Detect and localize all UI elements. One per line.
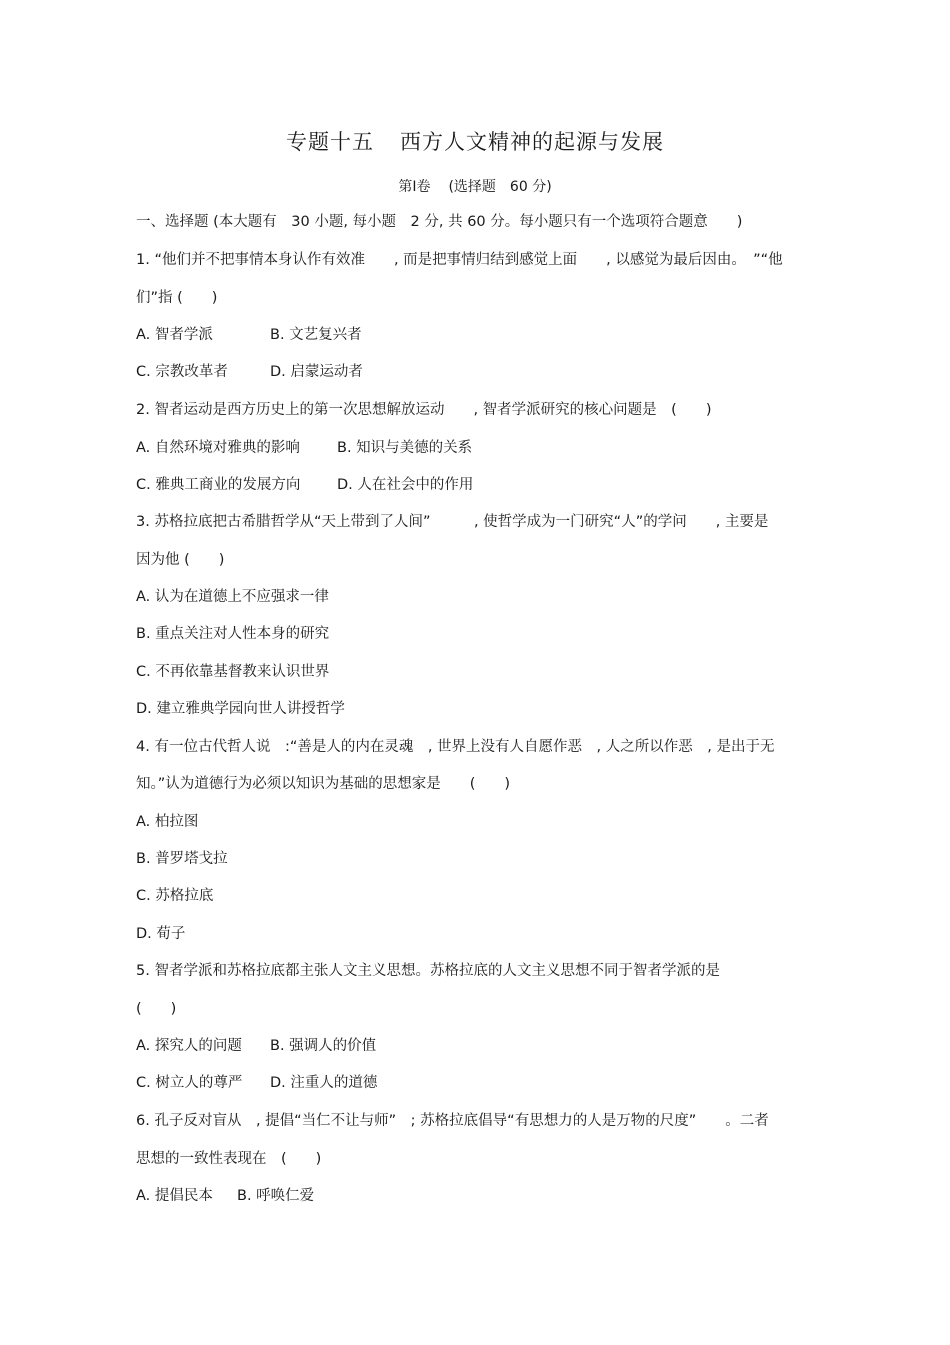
question-4-stem-line-2: 知。”认为道德行为必须以知识为基础的思想家是 ( )	[136, 776, 511, 792]
title-topic-number: 专题十五	[286, 130, 374, 154]
question-2-option-a: A. 自然环境对雅典的影响	[136, 440, 300, 456]
question-6-options-row-1	[136, 1187, 315, 1205]
question-6-option-a: A. 提倡民本	[136, 1188, 213, 1204]
question-3-stem-line-2: 因为他 ( )	[136, 552, 225, 568]
question-5-options-row-2	[136, 1074, 378, 1092]
question-5-stem-line-1: 5. 智者学派和苏格拉底都主张人文主义思想。苏格拉底的人文主义思想不同于智者学派的是	[136, 963, 720, 979]
section-instruction: 一、选择题 (本大题有 30 小题, 每小题 2 分, 共 60 分。每小题只有一个选项符合题意 )	[136, 214, 743, 230]
question-6-stem-line-1: 6. 孔子反对盲从 , 提倡“当仁不让与师” ; 苏格拉底倡导“有思想力的人是万物的尺度” 。二者	[136, 1113, 769, 1129]
question-5-option-a: A. 探究人的问题	[136, 1038, 242, 1054]
question-2-options-row-2	[136, 476, 474, 494]
question-5-option-b: B. 强调人的价值	[270, 1038, 377, 1054]
volume-note: (选择题 60 分)	[448, 179, 552, 195]
question-1-stem-line-1: 1. “他们并不把事情本身认作有效准 , 而是把事情归结到感觉上面 , 以感觉为最后因由。 ”“他	[136, 252, 783, 268]
question-6-option-b: B. 呼唤仁爱	[237, 1188, 315, 1204]
question-5-option-d: D. 注重人的道德	[270, 1075, 378, 1091]
title-topic-name: 西方人文精神的起源与发展	[400, 130, 664, 154]
question-4-stem-line-1: 4. 有一位古代哲人说 :“善是人的内在灵魂 , 世界上没有人自愿作恶 , 人之所以作恶 , 是出于无	[136, 739, 775, 755]
volume-heading	[0, 176, 950, 196]
question-4-option-c: C. 苏格拉底	[136, 888, 214, 904]
question-1-option-b: B. 文艺复兴者	[270, 327, 362, 343]
question-3-option-b: B. 重点关注对人性本身的研究	[136, 626, 330, 642]
question-2-option-d: D. 人在社会中的作用	[337, 477, 474, 493]
question-4-option-b: B. 普罗塔戈拉	[136, 851, 228, 867]
question-2-option-c: C. 雅典工商业的发展方向	[136, 477, 301, 493]
question-3-option-c: C. 不再依靠基督教来认识世界	[136, 664, 330, 680]
page-title	[0, 126, 950, 156]
question-2-options-row-1	[136, 439, 473, 457]
question-2-option-b: B. 知识与美德的关系	[337, 440, 473, 456]
question-1-option-a: A. 智者学派	[136, 327, 213, 343]
question-1-options-row-1	[136, 326, 362, 344]
question-6-stem-line-2: 思想的一致性表现在 ( )	[136, 1151, 322, 1167]
question-5-stem-line-2: ( )	[136, 1001, 177, 1017]
question-1-option-c: C. 宗教改革者	[136, 364, 228, 380]
volume-label: 第Ⅰ卷	[398, 179, 431, 195]
question-3-option-d: D. 建立雅典学园向世人讲授哲学	[136, 701, 345, 717]
question-5-options-row-1	[136, 1037, 377, 1055]
question-2-stem-line-1: 2. 智者运动是西方历史上的第一次思想解放运动 , 智者学派研究的核心问题是 ( )	[136, 402, 712, 418]
question-4-option-a: A. 柏拉图	[136, 814, 199, 830]
question-1-option-d: D. 启蒙运动者	[270, 364, 363, 380]
question-5-option-c: C. 树立人的尊严	[136, 1075, 243, 1091]
question-4-option-d: D. 荀子	[136, 926, 186, 942]
question-3-stem-line-1: 3. 苏格拉底把古希腊哲学从“天上带到了人间” , 使哲学成为一门研究“人”的学问 , 主要是	[136, 514, 769, 530]
question-1-stem-line-2: 们”指 ( )	[136, 290, 218, 306]
question-3-option-a: A. 认为在道德上不应强求一律	[136, 589, 329, 605]
question-1-options-row-2	[136, 363, 363, 381]
